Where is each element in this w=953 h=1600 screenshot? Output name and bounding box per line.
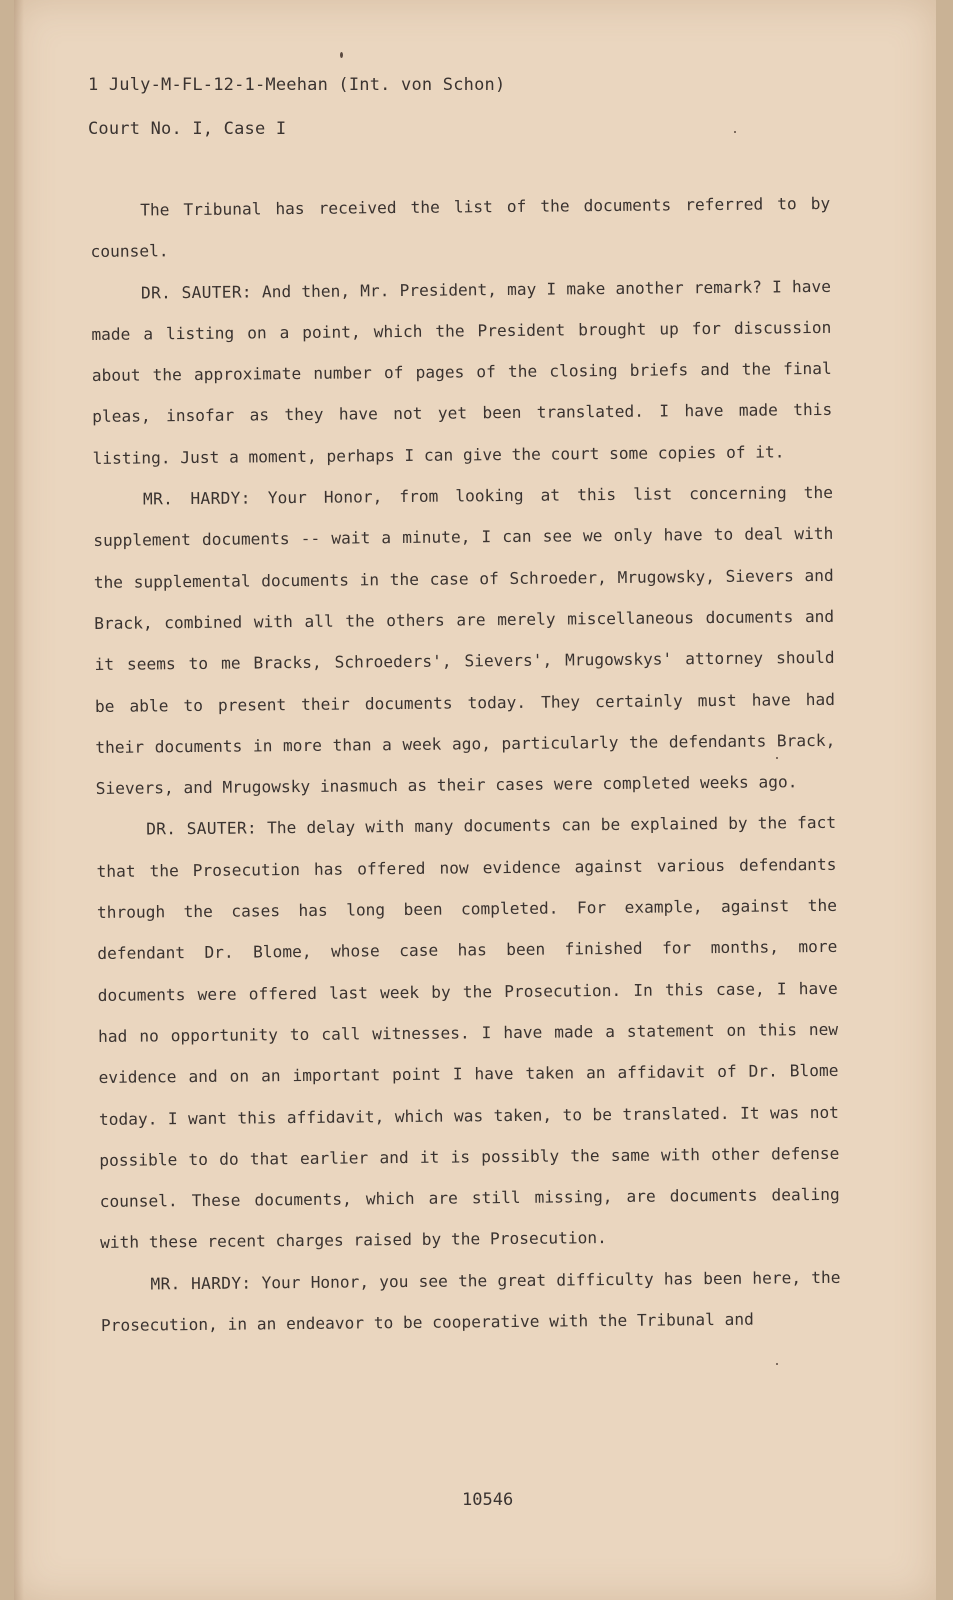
transcript-paragraph — [90, 183, 831, 273]
speaker-label: DR. SAUTER: — [146, 818, 258, 839]
transcript-paragraph — [91, 265, 833, 479]
document-id: 1 July-M-FL-12-1-Meehan (Int. von Schon) — [88, 75, 506, 95]
paper-speck — [734, 131, 736, 133]
paragraph-text: The delay with many documents can be explained by the fact that the Prosecution has offered now evidence against various defendants through the cases has long been completed. For example, against the defendant Dr. Blome, whose case has been finished for months, more documents were offered last week by the Prosecution. In this case, I have had no opportunity to call witnesses. I have made a statement on this new evidence and on an important point I have taken an affidavit of Dr. Blome today. I want this affidavit, which was taken, to be translated. It was not possible to do that earlier and it is possibly the same with other defense counsel. These documents, which are still missing, are documents dealing with these recent charges raised by the Prosecution. — [96, 813, 840, 1253]
paragraph-text: The Tribunal has received the list of the documents referred to by counsel. — [90, 193, 831, 262]
transcript-paragraph — [96, 802, 840, 1263]
paragraph-text: And then, Mr. President, may I make another remark? I have made a listing on a point, which the President brought up for discussion about the approximate number of pages of the closing briefs and the final pleas, insofar as they have not yet been translated. I have made this listing. Just a moment, perhaps I can give the court some copies of it. — [91, 276, 833, 468]
paper-speck — [340, 52, 343, 58]
speaker-label: MR. HARDY: — [150, 1273, 252, 1294]
page-number: 10546 — [462, 1490, 514, 1510]
transcript-paragraph — [100, 1257, 841, 1347]
speaker-label: MR. HARDY: — [142, 488, 251, 509]
paragraph-text: Your Honor, from looking at this list concerning the supplement documents -- wait a minute, I can see we only have to deal with the supplemental documents in the case of Schroeder, Mrugowsky, Sievers and Brack, combined with all the others are merely miscellaneous documents and it seems to me Bracks, Schroeders', Sievers', Mrugowskys' attorney should be able to present their documents today. They certainly must have had their documents in more than a week ago, particularly the defendants Brack, Sievers, and Mrugowsky inasmuch as their cases were completed weeks ago. — [93, 482, 836, 799]
paragraph-text: Your Honor, you see the great difficulty has been here, the Prosecution, in an endeavor to be cooperative with the Tribunal and — [100, 1267, 841, 1335]
transcript-body — [90, 183, 841, 1346]
paper-speck — [776, 1363, 778, 1365]
paper-speck — [776, 757, 778, 759]
speaker-label: DR. SAUTER: — [140, 282, 252, 303]
court-case-line: Court No. I, Case I — [88, 119, 287, 139]
transcript-paragraph — [93, 472, 836, 809]
document-page — [14, 0, 936, 1600]
